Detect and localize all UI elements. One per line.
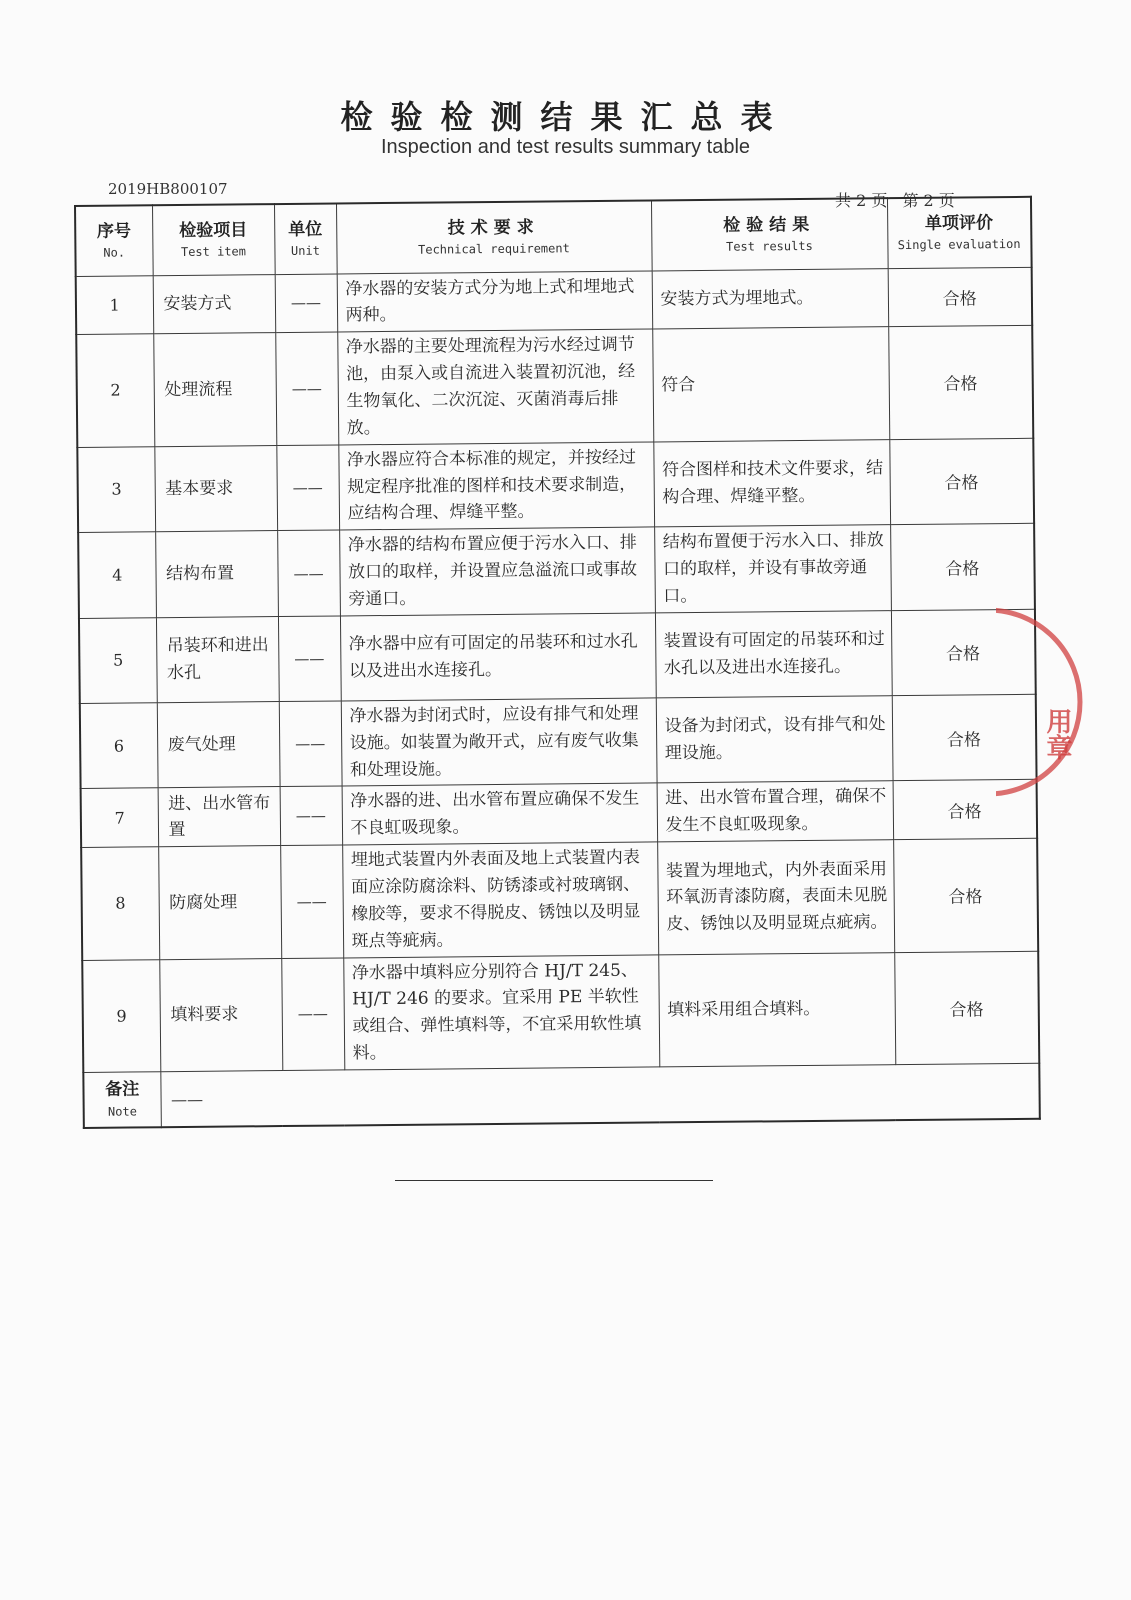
header-item [152, 204, 275, 275]
header-evaluation [887, 197, 1032, 268]
cell-unit: —— [280, 845, 343, 958]
cell-unit: —— [280, 786, 343, 845]
header-result-cn: 检验结果 [723, 214, 816, 236]
title-chinese: 检验检测结果汇总表 [340, 98, 791, 136]
header-evaluation-en: Single evaluation [897, 237, 1021, 253]
end-rule [395, 1180, 713, 1181]
cell-result: 装置设有可固定的吊装环和过水孔以及进出水连接孔。 [655, 610, 892, 697]
table-row [76, 326, 1033, 448]
cell-item: 防腐处理 [158, 846, 281, 960]
cell-unit: —— [275, 273, 338, 332]
note-row [83, 1063, 1039, 1128]
cell-unit: —— [278, 616, 341, 702]
header-no [75, 205, 153, 276]
cell-item: 基本要求 [154, 445, 277, 532]
cell-item: 安装方式 [153, 274, 276, 334]
header-evaluation-cn: 单项评价 [924, 213, 994, 234]
table-row [76, 267, 1033, 335]
cell-evaluation: 合格 [888, 267, 1033, 327]
cell-evaluation: 合格 [889, 438, 1034, 525]
page-total: 共 2 页 [835, 191, 888, 210]
cell-no: 5 [79, 618, 157, 704]
cell-item: 结构布置 [155, 531, 278, 618]
cell-item: 废气处理 [157, 701, 280, 788]
cell-no: 8 [81, 847, 159, 960]
cell-requirement: 净水器的结构布置应便于污水入口、排放口的取样，并设置应急溢流口或事故旁通口。 [339, 527, 655, 616]
cell-evaluation: 合格 [893, 838, 1038, 952]
cell-no: 9 [82, 959, 160, 1072]
header-requirement-cn: 技术要求 [447, 217, 540, 239]
table-row [77, 438, 1034, 533]
cell-unit: —— [281, 957, 344, 1070]
table-row [81, 838, 1038, 960]
cell-result: 符合图样和技术文件要求，结构合理、焊缝平整。 [653, 439, 890, 527]
note-value: —— [160, 1063, 1039, 1127]
cell-requirement: 净水器的进、出水管布置应确保不发生不良虹吸现象。 [342, 783, 658, 845]
cell-unit: —— [275, 332, 338, 445]
cell-requirement: 净水器的主要处理流程为污水经过调节池，由泵入或自流进入装置初沉池，经生物氧化、二次沉淀、灭菌消毒后排放。 [337, 329, 653, 444]
header-unit [274, 203, 337, 274]
cell-no: 1 [76, 275, 154, 334]
note-label-en: Note [107, 1104, 137, 1120]
seal-circle [996, 598, 1086, 806]
cell-no: 4 [78, 532, 156, 618]
page-current: 第 2 页 [902, 191, 955, 210]
header-no-en: No. [103, 245, 126, 260]
cell-result: 填料采用组合填料。 [658, 952, 895, 1067]
title-english: Inspection and test results summary table [380, 136, 751, 158]
cell-item: 吊装环和进出水孔 [156, 616, 279, 702]
cell-result: 安装方式为埋地式。 [652, 268, 889, 329]
cell-result: 结构布置便于污水入口、排放口的取样，并设有事故旁通口。 [654, 525, 891, 613]
header-result-en: Test results [726, 239, 813, 254]
cell-no: 2 [76, 334, 154, 447]
header-unit-cn: 单位 [288, 219, 323, 240]
note-label [83, 1072, 161, 1129]
note-label-cn: 备注 [105, 1079, 140, 1101]
header-item-en: Test item [180, 244, 247, 260]
cell-result: 装置为埋地式，内外表面采用环氧沥青漆防腐，表面未见脱皮、锈蚀以及明显斑点疵病。 [657, 840, 894, 955]
cell-requirement: 净水器为封闭式时，应设有排气和处理设施。如装置为敞开式，应有废气收集和处理设施。 [341, 698, 657, 787]
cell-unit: —— [277, 530, 340, 616]
header-item-cn: 检验项目 [179, 220, 248, 241]
cell-item: 填料要求 [159, 958, 282, 1072]
table-row [81, 780, 1038, 848]
cell-evaluation: 合格 [891, 609, 1036, 695]
cell-requirement: 净水器中填料应分别符合 HJ/T 245、HJ/T 246 的要求。宜采用 PE 半软性或组合、弹性填料等，不宜采用软性填料。 [343, 954, 659, 1069]
cell-unit: —— [279, 701, 342, 787]
cell-no: 3 [77, 446, 155, 532]
table-row [82, 951, 1039, 1073]
cell-item: 进、出水管布置 [158, 787, 281, 847]
cell-evaluation: 合格 [892, 694, 1037, 781]
cell-no: 7 [81, 788, 159, 847]
cell-evaluation: 合格 [890, 524, 1035, 611]
cell-requirement: 埋地式装置内外表面及地上式装置内表面应涂防腐涂料、防锈漆或衬玻璃钢、橡胶等，要求不得脱皮、锈蚀以及明显斑点等疵病。 [342, 842, 658, 957]
table-row [78, 524, 1035, 619]
table-row [80, 694, 1037, 789]
seal-text: 用章 [1042, 708, 1072, 760]
cell-result: 进、出水管布置合理，确保不发生不良虹吸现象。 [657, 781, 894, 842]
cell-result: 符合 [652, 327, 889, 442]
results-table-wrapper [74, 196, 1039, 1130]
cell-result: 设备为封闭式，设有排气和处理设施。 [656, 695, 893, 783]
cell-requirement: 净水器的安装方式分为地上式和埋地式两种。 [337, 270, 653, 332]
header-no-cn: 序号 [96, 221, 132, 242]
table-header-row [75, 197, 1032, 276]
report-number: 2019HB800107 [108, 180, 228, 198]
cell-requirement: 净水器中应有可固定的吊装环和过水孔以及进出水连接孔。 [340, 613, 656, 701]
header-requirement [336, 200, 652, 273]
cell-no: 6 [80, 703, 158, 789]
cell-requirement: 净水器应符合本标准的规定，并按经过规定程序批准的图样和技术要求制造，应结构合理、焊缝平整。 [338, 442, 654, 531]
cell-item: 处理流程 [153, 333, 276, 447]
cell-unit: —— [276, 445, 339, 531]
official-seal [996, 598, 1086, 806]
cell-evaluation: 合格 [893, 780, 1038, 840]
table-row [79, 609, 1036, 703]
header-unit-en: Unit [290, 243, 320, 259]
results-table [74, 196, 1041, 1130]
cell-evaluation: 合格 [888, 326, 1033, 440]
header-requirement-en: Technical requirement [418, 241, 570, 257]
header-result [651, 198, 888, 270]
cell-evaluation: 合格 [894, 951, 1039, 1065]
